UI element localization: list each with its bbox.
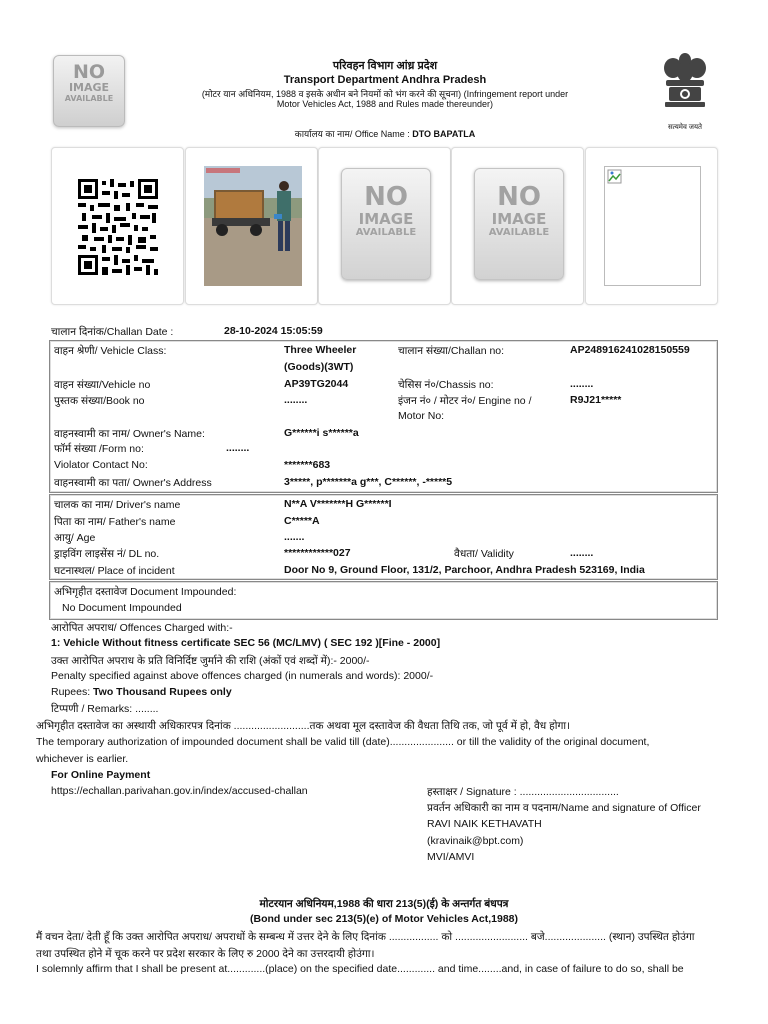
office-name: DTO BAPATLA — [412, 129, 476, 139]
chassis-label: चेसिस नं०/Chassis no: — [398, 379, 494, 391]
bond-hindi-line-2: तथा उपस्थित होने में चूक करने पर प्रदेश सरकार के लिए रु 2000 देने का उत्तरदायी होउंगा। — [36, 948, 375, 960]
driver-details-box — [49, 494, 718, 580]
header-subtitle-1: (मोटर यान अधिनियम, 1988 व इसके अधीन बने नियमों को भंग करने की सूचना) (Infringement report under — [201, 89, 569, 99]
broken-image-frame — [604, 166, 701, 286]
vehicle-no-label: वाहन संख्या/Vehicle no — [54, 379, 151, 391]
offences-label: आरोपित अपराध/ Offences Charged with:- — [51, 622, 233, 634]
signature-line: हस्ताक्षर / Signature : .................................. — [427, 786, 619, 798]
qr-code-tile — [51, 147, 184, 305]
father-name-label: पिता का नाम/ Father's name — [54, 516, 176, 528]
place-value: Door No 9, Ground Floor, 131/2, Parchoor, Andhra Pradesh 523169, India — [284, 564, 645, 576]
penalty-hindi: उक्त आरोपित अपराध के प्रति विनिर्दिष्ट जुर्माने की राशि (अंकों एवं शब्दों में):- 2000/- — [51, 655, 370, 667]
officer-name: RAVI NAIK KETHAVATH — [427, 818, 542, 830]
broken-image-tile — [585, 147, 718, 305]
penalty-english: Penalty specified against above offences charged (in numerals and words): 2000/- — [51, 670, 434, 682]
engine-value: R9J21***** — [570, 394, 622, 406]
authorization-english-1: The temporary authorization of impounded document shall be valid till (date)...................... or till the validity of the original document, — [36, 736, 650, 748]
vehicle-photo-tile — [185, 147, 318, 305]
rupees-label: Rupees: — [51, 686, 94, 698]
engine-label-2: Motor No: — [398, 410, 445, 422]
document-impounded-label: अभिगृहीत दस्तावेज Document Impounded: — [54, 586, 237, 598]
violator-contact-value: *******683 — [284, 459, 331, 471]
rupees-value: Two Thousand Rupees only — [93, 686, 232, 698]
officer-designation: MVI/AMVI — [427, 851, 475, 863]
emblem-icon — [660, 50, 710, 118]
bond-title-english: (Bond under sec 213(5)(e) of Motor Vehicles Act,1988) — [249, 913, 518, 925]
vehicle-details-box — [49, 340, 718, 493]
remarks: टिप्पणी / Remarks: ........ — [51, 703, 159, 715]
national-emblem — [660, 50, 710, 130]
challan-date-label: चालान दिनांक/Challan Date : — [51, 326, 174, 338]
emblem-caption: सत्यमेव जयते — [667, 124, 703, 131]
no-image-placeholder: NO IMAGE AVAILABLE — [474, 168, 564, 280]
owner-address-label: वाहनस्वामी का पता/ Owner's Address — [54, 477, 212, 489]
vehicle-no-value: AP39TG2044 — [284, 378, 349, 390]
office-label: कार्यालय का नाम/ Office Name : — [294, 129, 413, 139]
age-label: आयु/ Age — [54, 532, 96, 544]
father-name-value: C*****A — [284, 515, 320, 527]
place-label: घटनास्थल/ Place of incident — [54, 565, 175, 577]
vehicle-class-label: वाहन श्रेणी/ Vehicle Class: — [54, 345, 167, 357]
dl-value: ************027 — [284, 547, 351, 559]
driver-name-value: N**A V*******H G******I — [284, 498, 392, 510]
book-no-value: ........ — [284, 394, 308, 406]
vehicle-class-value-1: Three Wheeler — [284, 344, 357, 356]
hindi-title: परिवहन विभाग आंध्र प्रदेश — [332, 60, 438, 72]
authorization-english-2: whichever is earlier. — [36, 753, 129, 765]
challan-no-label: चालान संख्या/Challan no: — [398, 345, 505, 357]
rupees-line — [51, 686, 232, 698]
offence-item-1: 1: Vehicle Without fitness certificate SEC 56 (MC/LMV) ( SEC 192 )[Fine - 2000] — [51, 637, 441, 649]
document-impounded-box — [49, 581, 718, 620]
no-image-logo: NO IMAGE AVAILABLE — [53, 55, 125, 127]
vehicle-photo — [204, 166, 302, 286]
chassis-value: ........ — [570, 378, 594, 390]
no-image-tile-1 — [318, 147, 451, 305]
officer-name-label: प्रवर्तन अधिकारी का नाम व पदनाम/Name and signature of Officer — [427, 802, 701, 814]
driver-name-label: चालक का नाम/ Driver's name — [54, 499, 181, 511]
validity-label: वैधता/ Validity — [454, 548, 514, 560]
validity-value: ........ — [570, 547, 594, 559]
broken-image-icon — [607, 169, 623, 185]
owner-name-label: वाहनस्वामी का नाम/ Owner's Name: — [54, 428, 205, 440]
no-image-placeholder: NO IMAGE AVAILABLE — [341, 168, 431, 280]
document-impounded-value: No Document Impounded — [62, 602, 182, 614]
no-image-tile-2 — [451, 147, 584, 305]
form-no-label: फॉर्म संख्या /Form no: — [54, 443, 144, 455]
english-title: Transport Department Andhra Pradesh — [283, 74, 487, 86]
dl-label: ड्राइविंग लाइसेंस नं/ DL no. — [54, 548, 160, 560]
owner-address-value: 3*****, p*******a g***, C******, -*****5 — [284, 476, 453, 488]
owner-name-value: G******i s******a — [284, 427, 359, 439]
book-no-label: पुस्तक संख्या/Book no — [54, 395, 145, 407]
online-payment-link[interactable]: https://echallan.parivahan.gov.in/index/accused-challan — [51, 785, 308, 797]
online-payment-heading: For Online Payment — [51, 769, 151, 781]
qr-code-icon — [78, 179, 158, 275]
office-name-line — [160, 127, 610, 140]
challan-date-value: 28-10-2024 15:05:59 — [224, 325, 323, 337]
authorization-hindi: अभिगृहीत दस्तावेज का अस्थायी अधिकारपत्र दिनांक ..........................तक अथवा मूल दस्तावेज की वैधता तिथि तक, जो पूर्व में हो, वैध होगा। — [36, 720, 571, 732]
bond-english-line-1: I solemnly affirm that I shall be present at.............(place) on the specified date............. and time........and, in case of failure to do so, shall be — [36, 963, 684, 975]
challan-no-value: AP248916241028150559 — [570, 344, 690, 356]
age-value: ....... — [284, 531, 305, 543]
bond-title-hindi: मोटरयान अधिनियम,1988 की धारा 213(5)(ई) के अन्तर्गत बंधपत्र — [259, 898, 509, 910]
form-no-value: ........ — [226, 442, 250, 454]
bond-hindi-line-1: मैं वचन देता/ देती हूँ कि उक्त आरोपित अपराध/ अपराधों के सम्बन्ध में उत्तर देने के लिए दिनांक ................. को ......................... बजे..................... (स्थान) उपस्थित होउंगा — [36, 931, 695, 943]
violator-contact-label: Violator Contact No: — [54, 459, 148, 471]
header-subtitle-2: Motor Vehicles Act, 1988 and Rules made thereunder) — [276, 99, 494, 109]
vehicle-class-value-2: (Goods)(3WT) — [284, 361, 354, 373]
officer-email: (kravinaik@bpt.com) — [427, 835, 524, 847]
engine-label-1: इंजन नं० / मोटर नं०/ Engine no / — [398, 395, 532, 407]
